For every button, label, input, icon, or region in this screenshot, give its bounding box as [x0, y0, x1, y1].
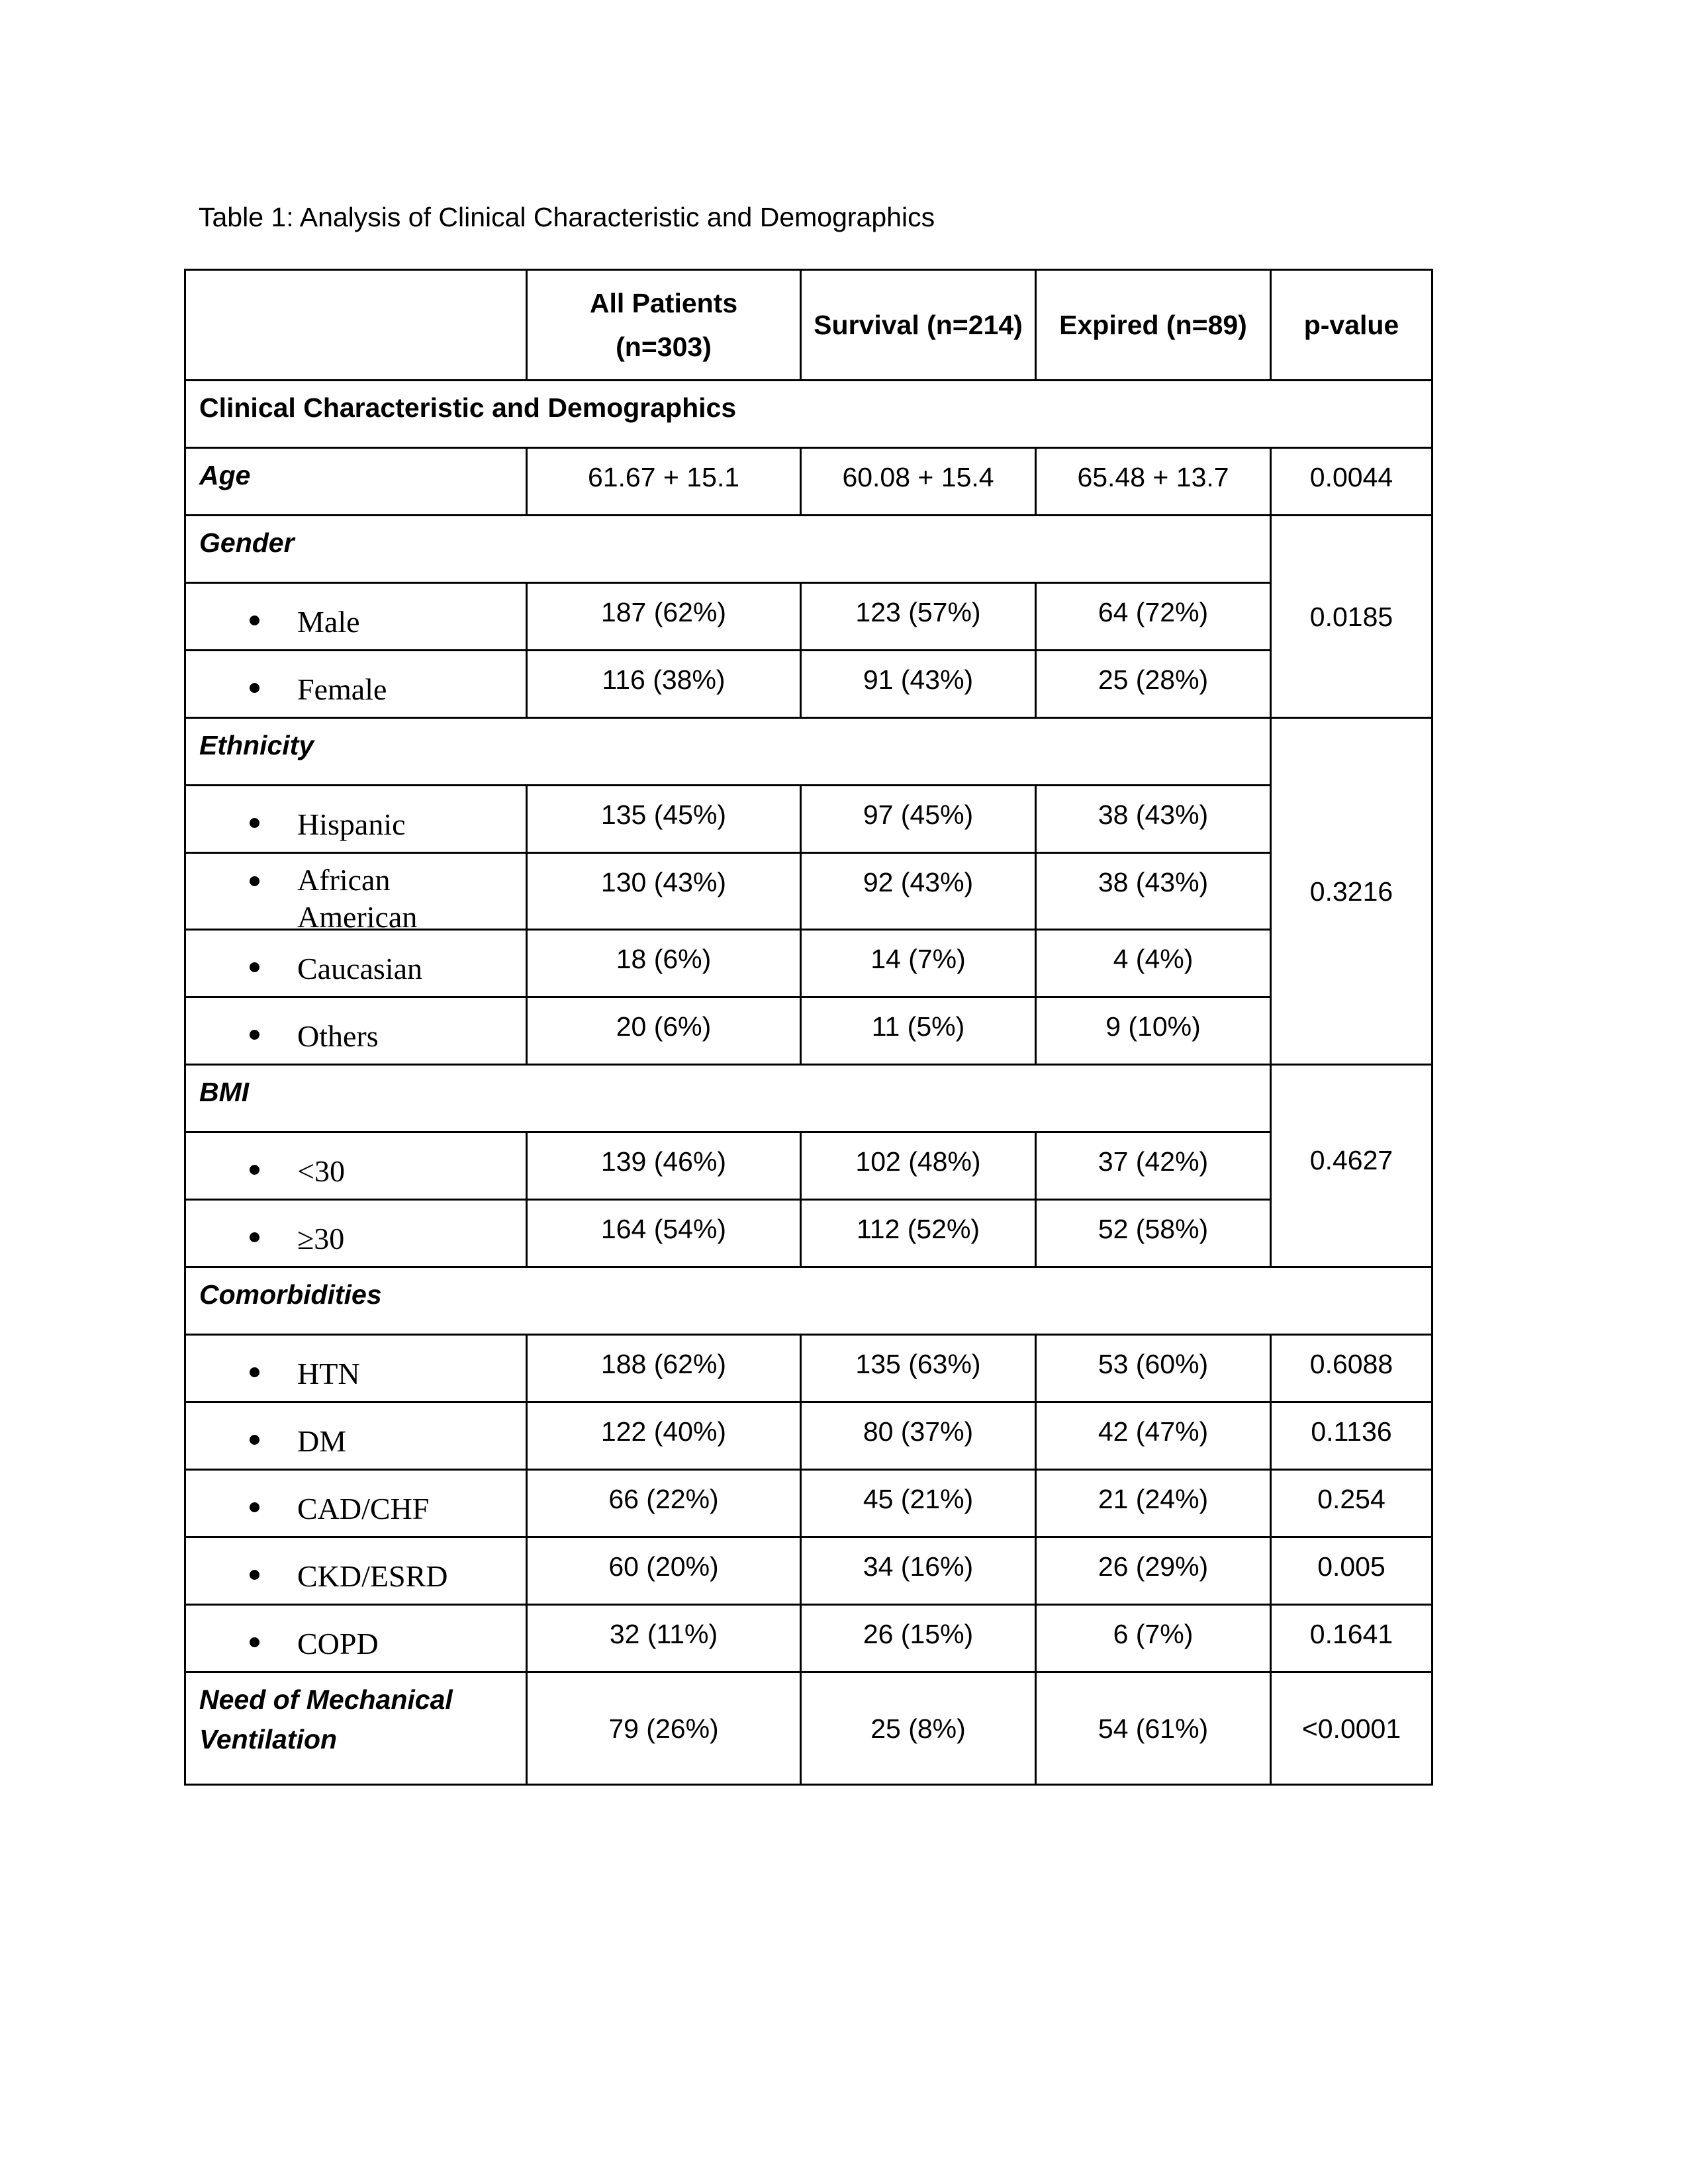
row-label: Hispanic — [185, 786, 527, 853]
age-expired: 65.48 + 13.7 — [1036, 448, 1271, 516]
cell-survival: 14 (7%) — [801, 930, 1036, 997]
cell-survival: 91 (43%) — [801, 651, 1036, 718]
age-survival: 60.08 + 15.4 — [801, 448, 1036, 516]
row-label: Others — [185, 997, 527, 1065]
cell-expired: 37 (42%) — [1036, 1132, 1271, 1200]
header-expired: Expired (n=89) — [1036, 270, 1271, 381]
table-row — [185, 583, 1432, 651]
cell-expired: 38 (43%) — [1036, 786, 1271, 853]
cell-all: 122 (40%) — [527, 1402, 801, 1470]
row-label: Female — [185, 651, 527, 718]
age-label: Age — [185, 448, 527, 516]
cell-all: 164 (54%) — [527, 1200, 801, 1267]
comorbidities-heading-row — [185, 1267, 1432, 1335]
cell-p-value: 0.6088 — [1271, 1335, 1432, 1402]
table-row — [185, 1402, 1432, 1470]
bullet-icon — [250, 1367, 259, 1377]
cell-all: 188 (62%) — [527, 1335, 801, 1402]
cell-survival: 97 (45%) — [801, 786, 1036, 853]
row-label: DM — [185, 1402, 527, 1470]
cell-expired: 42 (47%) — [1036, 1402, 1271, 1470]
cell-survival: 92 (43%) — [801, 853, 1036, 930]
gender-p-value: 0.0185 — [1271, 516, 1432, 718]
gender-label: Gender — [185, 516, 1271, 583]
table-row — [185, 1470, 1432, 1537]
cell-all: 116 (38%) — [527, 651, 801, 718]
clinical-characteristics-table — [184, 269, 1433, 1786]
table-row — [185, 786, 1432, 853]
cell-survival: 11 (5%) — [801, 997, 1036, 1065]
cell-expired: 52 (58%) — [1036, 1200, 1271, 1267]
bullet-icon — [250, 683, 259, 693]
row-label: ≥30 — [185, 1200, 527, 1267]
table-row — [185, 1200, 1432, 1267]
cell-survival: 26 (15%) — [801, 1605, 1036, 1672]
section-title: Clinical Characteristic and Demographics — [185, 381, 1432, 448]
bmi-label: BMI — [185, 1065, 1271, 1132]
cell-survival: 34 (16%) — [801, 1537, 1036, 1605]
cell-survival: 112 (52%) — [801, 1200, 1036, 1267]
ventilation-survival: 25 (8%) — [801, 1672, 1036, 1785]
cell-expired: 9 (10%) — [1036, 997, 1271, 1065]
bullet-icon — [250, 1232, 259, 1242]
cell-survival: 135 (63%) — [801, 1335, 1036, 1402]
cell-expired: 26 (29%) — [1036, 1537, 1271, 1605]
cell-expired: 6 (7%) — [1036, 1605, 1271, 1672]
bullet-icon — [250, 876, 259, 886]
cell-all: 135 (45%) — [527, 786, 801, 853]
comorbidities-label: Comorbidities — [185, 1267, 1432, 1335]
bullet-icon — [250, 1435, 259, 1445]
row-label: CAD/CHF — [185, 1470, 527, 1537]
gender-heading-row — [185, 516, 1432, 583]
cell-expired: 4 (4%) — [1036, 930, 1271, 997]
table-row — [185, 930, 1432, 997]
cell-all: 130 (43%) — [527, 853, 801, 930]
header-row — [185, 270, 1432, 381]
cell-survival: 123 (57%) — [801, 583, 1036, 651]
cell-p-value: 0.254 — [1271, 1470, 1432, 1537]
cell-expired: 64 (72%) — [1036, 583, 1271, 651]
cell-expired: 25 (28%) — [1036, 651, 1271, 718]
cell-all: 32 (11%) — [527, 1605, 801, 1672]
cell-all: 20 (6%) — [527, 997, 801, 1065]
bullet-icon — [250, 1165, 259, 1175]
table-row — [185, 997, 1432, 1065]
bullet-icon — [250, 1637, 259, 1647]
cell-expired: 53 (60%) — [1036, 1335, 1271, 1402]
ventilation-all: 79 (26%) — [527, 1672, 801, 1785]
cell-all: 139 (46%) — [527, 1132, 801, 1200]
cell-survival: 45 (21%) — [801, 1470, 1036, 1537]
row-label: COPD — [185, 1605, 527, 1672]
table-caption: Table 1: Analysis of Clinical Characteristic and Demographics — [199, 202, 935, 232]
bullet-icon — [250, 1502, 259, 1512]
cell-all: 60 (20%) — [527, 1537, 801, 1605]
table-row — [185, 1605, 1432, 1672]
header-survival: Survival (n=214) — [801, 270, 1036, 381]
table-row — [185, 1537, 1432, 1605]
bullet-icon — [250, 818, 259, 828]
cell-survival: 80 (37%) — [801, 1402, 1036, 1470]
cell-all: 187 (62%) — [527, 583, 801, 651]
row-label: African American — [185, 853, 527, 930]
table-row-ventilation — [185, 1672, 1432, 1785]
age-all: 61.67 + 15.1 — [527, 448, 801, 516]
bmi-p-value: 0.4627 — [1271, 1065, 1432, 1267]
ethnicity-heading-row — [185, 718, 1432, 786]
bullet-icon — [250, 1570, 259, 1580]
row-label: <30 — [185, 1132, 527, 1200]
ventilation-p-value: <0.0001 — [1271, 1672, 1432, 1785]
bmi-heading-row — [185, 1065, 1432, 1132]
table-row — [185, 1132, 1432, 1200]
ethnicity-label: Ethnicity — [185, 718, 1271, 786]
header-blank-cell — [185, 270, 527, 381]
table-row-age — [185, 448, 1432, 516]
table-row — [185, 1335, 1432, 1402]
row-label: Caucasian — [185, 930, 527, 997]
section-title-row — [185, 381, 1432, 448]
cell-expired: 21 (24%) — [1036, 1470, 1271, 1537]
age-p-value: 0.0044 — [1271, 448, 1432, 516]
bullet-icon — [250, 1030, 259, 1040]
header-p-value: p-value — [1271, 270, 1432, 381]
cell-all: 66 (22%) — [527, 1470, 801, 1537]
bullet-icon — [250, 962, 259, 972]
ventilation-label: Need of Mechanical Ventilation — [185, 1672, 527, 1785]
ventilation-expired: 54 (61%) — [1036, 1672, 1271, 1785]
row-label: CKD/ESRD — [185, 1537, 527, 1605]
bullet-icon — [250, 615, 259, 625]
cell-p-value: 0.1641 — [1271, 1605, 1432, 1672]
cell-all: 18 (6%) — [527, 930, 801, 997]
cell-p-value: 0.1136 — [1271, 1402, 1432, 1470]
cell-expired: 38 (43%) — [1036, 853, 1271, 930]
cell-p-value: 0.005 — [1271, 1537, 1432, 1605]
header-all-patients: All Patients (n=303) — [527, 270, 801, 381]
row-label: HTN — [185, 1335, 527, 1402]
row-label: Male — [185, 583, 527, 651]
table-row — [185, 853, 1432, 930]
table-row — [185, 651, 1432, 718]
cell-survival: 102 (48%) — [801, 1132, 1036, 1200]
ethnicity-p-value: 0.3216 — [1271, 718, 1432, 1065]
